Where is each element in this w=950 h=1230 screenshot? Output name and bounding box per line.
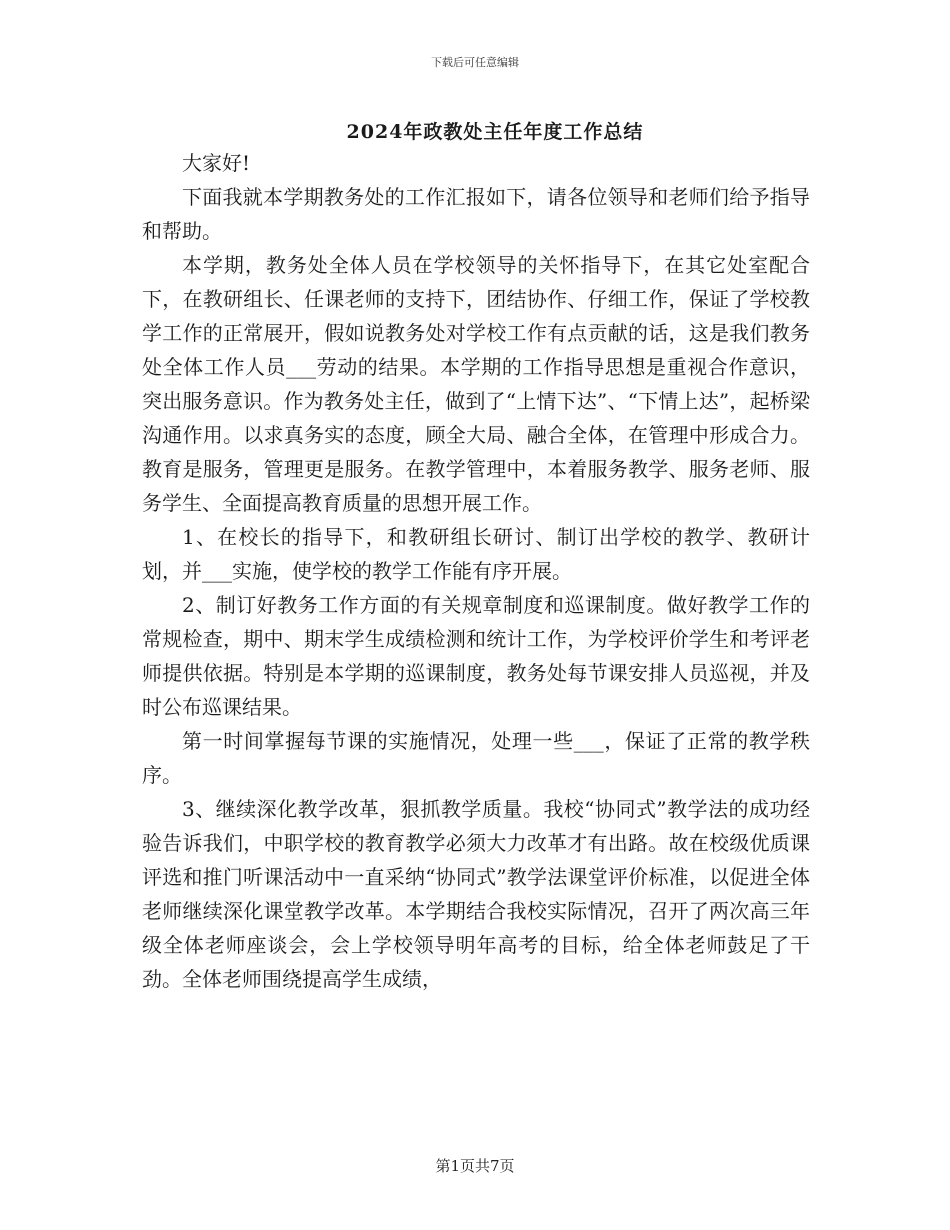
paragraph-intro: 下面我就本学期教务处的工作汇报如下，请各位领导和老师们给予指导和帮助。: [142, 185, 810, 243]
paragraph-item-1: 1、在校长的指导下，和教研组长研讨、制订出学校的教学、教研计划，并___实施，使学校的教学工作能有序开展。: [142, 525, 810, 583]
header-note: 下载后可任意编辑: [431, 56, 519, 69]
paragraph-item-2-cont: 第一时间掌握每节课的实施情况，处理一些___，保证了正常的教学秩序。: [142, 729, 810, 787]
paragraph-item-2: 2、制订好教务工作方面的有关规章制度和巡课制度。做好教学工作的常规检查，期中、期末学生成绩检测和统计工作，为学校评价学生和考评老师提供依据。特别是本学期的巡课制度，教务处每节课安排人员巡视，并及时公布巡课结果。: [142, 593, 810, 719]
paragraph-greeting: 大家好!: [182, 151, 251, 175]
document-body: [142, 146, 810, 996]
paragraph-item-3: 3、继续深化教学改革，狠抓教学质量。我校“协同式”教学法的成功经验告诉我们，中职学校的教育教学必须大力改革才有出路。故在校级优质课评选和推门听课活动中一直采纳“协同式”教学法课堂评价标准，以促进全体老师继续深化课堂教学改革。本学期结合我校实际情况，召开了两次高三年级全体老师座谈会，会上学校领导明年高考的目标，给全体老师鼓足了干劲。全体老师围绕提高学生成绩，: [142, 797, 810, 991]
page-indicator: 第1页共7页: [435, 1157, 515, 1175]
document-title: 2024年政教处主任年度工作总结: [346, 121, 644, 143]
paragraph-overview: 本学期，教务处全体人员在学校领导的关怀指导下，在其它处室配合下，在教研组长、任课老师的支持下，团结协作、仔细工作，保证了学校教学工作的正常展开，假如说教务处对学校工作有点贡献的话，这是我们教务处全体工作人员___劳动的结果。本学期的工作指导思想是重视合作意识，突出服务意识。作为教务处主任，做到了“上情下达”、“下情上达”，起桥梁沟通作用。以求真务实的态度，顾全大局、融合全体，在管理中形成合力。教育是服务，管理更是服务。在教学管理中，本着服务教学、服务老师、服务学生、全面提高教育质量的思想开展工作。: [142, 253, 810, 515]
